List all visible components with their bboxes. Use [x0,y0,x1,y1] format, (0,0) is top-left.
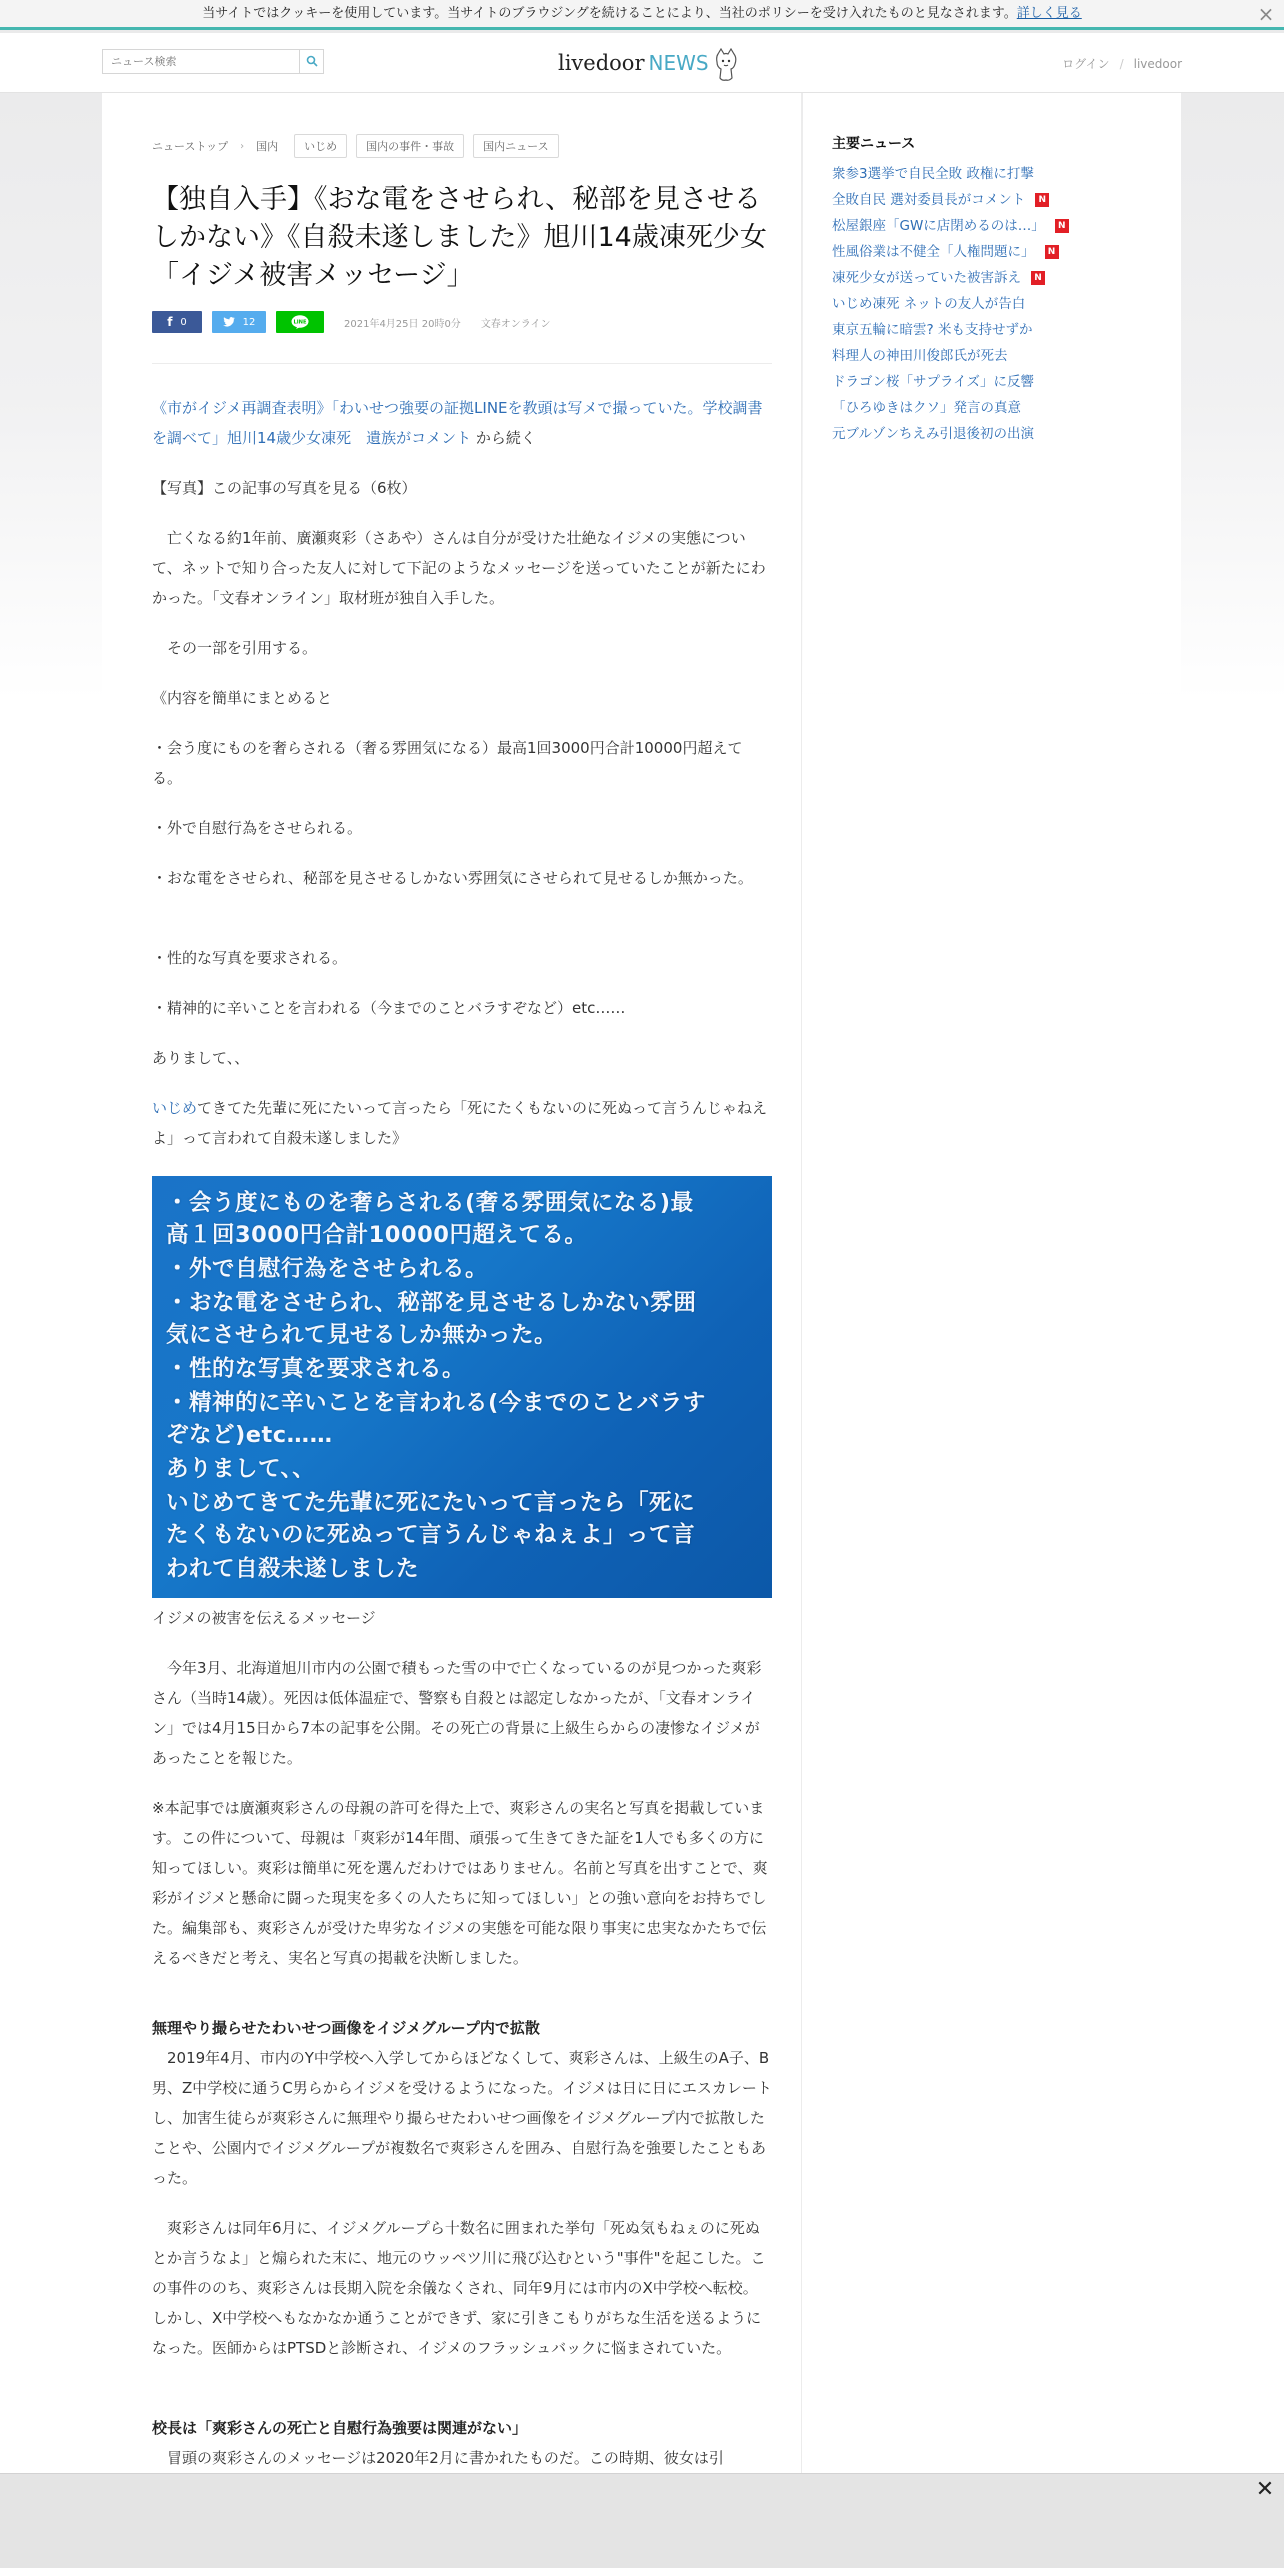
news-item[interactable] [832,213,1162,239]
cookie-details-link[interactable]: 詳しく見る [1016,6,1082,21]
news-item[interactable] [832,343,1162,369]
news-item[interactable] [832,265,1162,291]
new-badge-icon: N [1035,193,1049,207]
lead-paragraph [152,393,772,453]
tag-bullying[interactable]: いじめ [294,134,347,158]
lead-suffix: から続く [471,429,536,447]
facebook-icon: f [167,315,173,329]
lead-link[interactable]: 《市がイジメ再調査表明》「わいせつ強要の証拠LINEを教頭は写メで撮っていた。学校調書を調べて」旭川14歳少女凍死 遺族がコメント [152,399,763,447]
news-item-label: 料理人の神田川俊郎氏が死去 [832,348,1008,364]
news-item-label: 凍死少女が送っていた被害訴え [832,270,1021,286]
news-item-label: 全敗自民 選対委員長がコメント [832,192,1026,208]
tag-domestic-incidents[interactable]: 国内の事件・事故 [356,134,464,158]
image-text-line: ・おな電をさせられ、秘部を見させるしかない雰囲 [166,1290,697,1316]
image-text-line: われて自殺未遂しました [166,1556,420,1582]
news-item-label: 松屋銀座「GWに店閉めるのは…」 [832,218,1045,234]
divider [152,363,772,364]
article-title: 【独自入手】《おな電をさせられ、秘部を見させるしかない》《自殺未遂しました》旭川14歳凍死少女「イジメ被害メッセージ」 [152,184,767,291]
close-icon[interactable]: × [1257,2,1275,26]
image-text-line: たくもないのに死ぬって言うんじゃねぇよ」って言 [166,1522,696,1548]
sidebar-title: 主要ニュース [832,136,916,152]
news-item-label: 「ひろゆきはクソ」発言の真意 [832,400,1021,416]
header-separator: / [1119,57,1124,71]
line-icon [291,315,309,329]
news-item[interactable] [832,369,1162,395]
paragraph: 爽彩さんは同年6月に、イジメグループら十数名に囲まれた挙句「死ぬ気もねぇのに死ぬとか言うなよ」と煽られた末に、地元のウッペツ川に飛び込むという"事件"を起こした。この事件ののち、爽彩さんは長期入院を余儀なくされ、同年9月には市内のX中学校へ転校。しかし、X中学校へもなかなか通うことができず、家に引きこもりがちな生活を送るようになった。医師からはPTSDと診断され、イジメのフラッシュバックに悩まされていた。 [152,2219,766,2357]
image-text-line: 気にさせられて見せるしか無かった。 [166,1322,558,1348]
site-header [0,33,1284,93]
facebook-share-button[interactable] [152,311,202,333]
chevron-right-icon: › [240,140,245,152]
new-badge-icon: N [1031,271,1045,285]
new-badge-icon: N [1045,245,1059,259]
news-item[interactable] [832,161,1162,187]
news-item[interactable] [832,239,1162,265]
paragraph: その一部を引用する。 [152,639,318,657]
livedoor-link[interactable]: livedoor [1133,57,1182,71]
paragraph: 2019年4月、市内のY中学校へ入学してからほどなくして、爽彩さんは、上級生のA子、B男、Z中学校に通うC男らからイジメを受けるようになった。イジメは日に日にエスカレートし、加害生徒らが爽彩さんに無理やり撮らせたわいせつ画像をイジメグループ内で拡散したことや、公園内でイジメグループが複数名で爽彩さんを囲み、自慰行為を強要したこともあった。 [152,2049,772,2187]
site-logo[interactable] [558,43,739,83]
paragraph: 今年3月、北海道旭川市内の公園で積もった雪の中で亡くなっているのが見つかった爽彩さん（当時14歳）。死因は低体温症で、警察も自殺とは認定しなかったが、「文春オンライン」では4月15日から7本の記事を公開。その死亡の背景に上級生らからの凄惨なイジメがあったことを報じた。 [152,1659,762,1767]
cat-mascot-icon [713,48,739,82]
photo-count-text[interactable]: 【写真】この記事の写真を見る（6枚） [152,479,417,497]
news-item[interactable] [832,421,1162,447]
image-text-line: ぞなど)etc…… [166,1422,333,1448]
image-text-line: いじめてきてた先輩に死にたいって言ったら「死に [166,1490,696,1516]
svg-text:LINE: LINE [293,319,307,326]
tag-domestic-news[interactable]: 国内ニュース [473,134,558,158]
news-item-label: 性風俗業は不健全「人権問題に」 [832,244,1035,260]
bottom-ad-overlay [0,2473,1284,2568]
close-icon[interactable]: ✕ [1255,2477,1275,2502]
cookie-banner [0,0,1284,30]
new-badge-icon: N [1055,219,1069,233]
paragraph: 冒頭の爽彩さんのメッセージは2020年2月に書かれたものだ。この時期、彼女は引 [152,2449,724,2467]
image-text-line: ・精神的に辛いことを言われる(今までのことバラす [166,1390,706,1416]
news-item-label: ドラゴン桜「サプライズ」に反響 [832,374,1034,390]
article-date: 2021年4月25日 20時0分 [344,318,461,330]
news-item-label: 衆参3選挙で自民全敗 政権に打撃 [832,166,1034,182]
paragraph: ・精神的に辛いことを言われる（今までのことバラすぞなど）etc…… [152,999,626,1017]
facebook-count: 0 [180,316,187,328]
paragraph: ありまして、、 [152,1049,250,1067]
paragraph: ・おな電をさせられ、秘部を見させるしかない雰囲気にさせられて見せるしか無かった。 [152,869,753,887]
news-item[interactable] [832,291,1162,317]
news-item-label: 東京五輪に暗雲? 米も支持せずか [832,322,1033,338]
breadcrumb [152,133,564,159]
breadcrumb-category[interactable]: 国内 [256,140,279,153]
news-item-label: 元ブルゾンちえみ引退後初の出演 [832,426,1034,442]
share-row [152,311,551,333]
image-text-line: ・外で自慰行為をさせられる。 [166,1256,489,1282]
photo-caption: イジメの被害を伝えるメッセージ [152,1609,376,1627]
search-button[interactable] [299,50,323,73]
article-column [102,93,802,2473]
news-item[interactable] [832,395,1162,421]
image-text-line: ・会う度にものを奢らされる(奢る雰囲気になる)最 [166,1190,694,1216]
top-news-list [832,161,1162,447]
image-text-line: ・性的な写真を要求される。 [166,1356,466,1382]
search-input[interactable] [103,50,299,73]
search-box [102,49,324,74]
news-item[interactable] [832,187,1162,213]
bullying-link[interactable]: いじめ [152,1099,198,1117]
message-screenshot-image[interactable] [152,1176,772,1598]
logo-news-text: NEWS [648,51,709,75]
login-link[interactable]: ログイン [1062,57,1110,71]
news-item-label: いじめ凍死 ネットの友人が告白 [832,296,1026,312]
twitter-count: 12 [242,316,256,328]
line-share-button[interactable] [276,311,324,333]
cookie-message: 当サイトではクッキーを使用しています。当サイトのブラウジングを続けることにより、当社のポリシーを受け入れたものと見なされます。 [202,6,1017,21]
paragraph: ・会う度にものを奢らされる（奢る雰囲気になる）最高1回3000円合計10000円超えてる。 [152,739,743,787]
image-text-line: 高１回3000円合計10000円超えてる。 [166,1222,588,1248]
section-heading: 無理やり撮らせたわいせつ画像をイジメグループ内で拡散 [152,2019,540,2037]
twitter-share-button[interactable] [212,311,266,333]
twitter-icon [223,317,235,327]
breadcrumb-home[interactable]: ニューストップ [152,140,229,153]
section-heading: 校長は「爽彩さんの死亡と自慰行為強要は関連がない」 [152,2419,528,2437]
paragraph [152,1093,772,1153]
sidebar [803,93,1181,693]
search-icon [306,55,318,67]
notice-paragraph: ※本記事では廣瀬爽彩さんの母親の許可を得た上で、爽彩さんの実名と写真を掲載しています。この件について、母親は「爽彩が14年間、頑張って生きてきた証を1人でも多くの方に知ってほしい。爽彩は簡単に死を選んだわけではありません。名前と写真を出すことで、爽彩がイジメと懸命に闘った現実を多くの人たちに知ってほしい」との強い意向をお持ちでした。編集部も、爽彩さんが受けた卑劣なイジメの実態を可能な限り事実に忠実なかたちで伝えるべきだと考え、実名と写真の掲載を決断しました。 [152,1799,768,1967]
news-item[interactable] [832,317,1162,343]
paragraph: ・性的な写真を要求される。 [152,949,348,967]
paragraph: 《内容を簡単にまとめると [152,689,333,707]
paragraph: 亡くなる約1年前、廣瀬爽彩（さあや）さんは自分が受けた壮絶なイジメの実態について、ネットで知り合った友人に対して下記のようなメッセージを送っていたことが新たにわかった。「文春オンライン」取材班が独自入手した。 [152,529,766,607]
image-text-line: ありまして、、 [166,1456,316,1482]
header-links [1052,55,1182,72]
paragraph: ・外で自慰行為をさせられる。 [152,819,363,837]
article-source[interactable]: 文春オンライン [480,318,551,330]
logo-text: livedoor [558,51,645,75]
paragraph-text: てきてた先輩に死にたいって言ったら「死にたくもないのに死ぬって言うんじゃねえよ」って言われて自殺未遂しました》 [152,1099,768,1147]
